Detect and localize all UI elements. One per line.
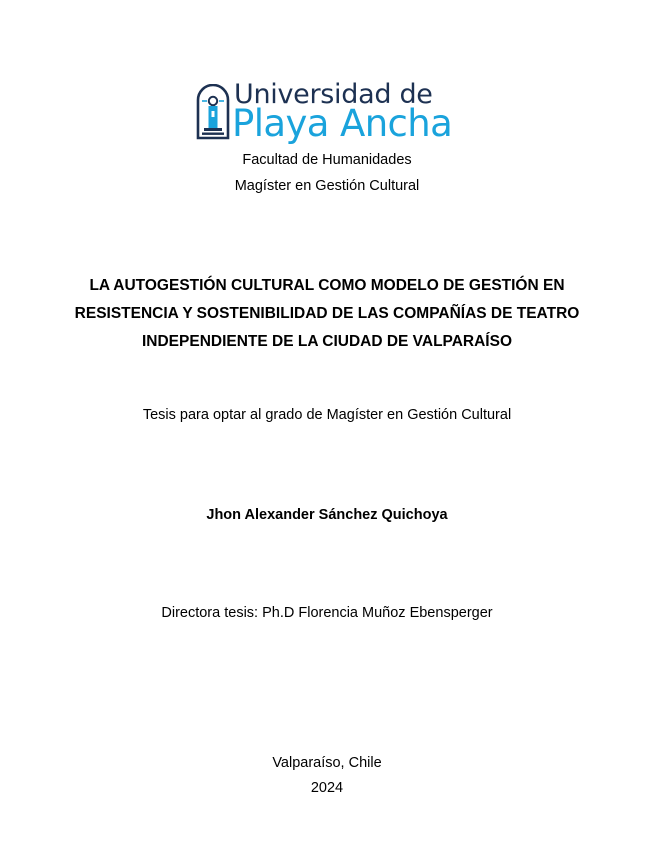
year: 2024	[310, 780, 344, 796]
thesis-director: Directora tesis: Ph.D Florencia Muñoz Ebensperger	[161, 605, 493, 621]
place: Valparaíso, Chile	[272, 755, 382, 771]
thesis-title-line: INDEPENDIENTE DE LA CIUDAD DE VALPARAÍSO	[141, 333, 513, 350]
logo-text-playa-ancha: Playa Ancha	[232, 102, 453, 145]
thesis-title	[40, 272, 614, 356]
faculty-name: Facultad de Humanidades	[242, 152, 412, 168]
lighthouse-emblem-icon	[196, 84, 230, 140]
program-name: Magíster en Gestión Cultural	[234, 178, 420, 194]
degree-statement: Tesis para optar al grado de Magíster en Gestión Cultural	[142, 407, 512, 423]
author-name: Jhon Alexander Sánchez Quichoya	[206, 507, 448, 523]
thesis-title-line: LA AUTOGESTIÓN CULTURAL COMO MODELO DE GESTIÓN EN	[89, 277, 565, 294]
thesis-title-line: RESISTENCIA Y SOSTENIBILIDAD DE LAS COMPAÑÍAS DE TEATRO	[74, 305, 580, 322]
logo-text-universidad: Universidad de	[234, 79, 433, 110]
